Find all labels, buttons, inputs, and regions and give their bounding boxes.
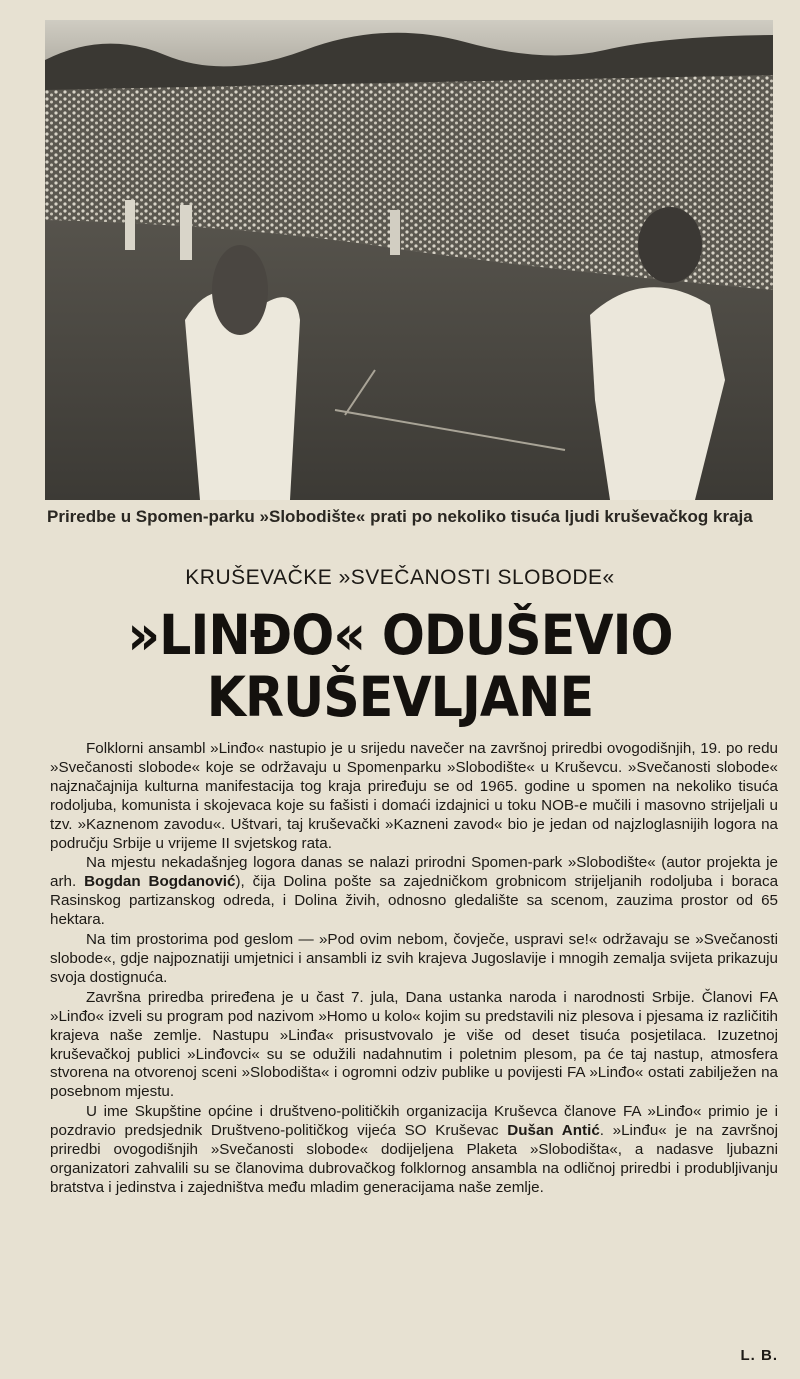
article-kicker: KRUŠEVAČKE »SVEČANOSTI SLOBODE« — [185, 566, 615, 589]
paragraph-3 — [50, 931, 778, 988]
headline-line-1: »LINĐO« ODUŠEVIO — [127, 603, 673, 667]
photo-caption: Priredbe u Spomen-parku »Slobodište« prati po nekoliko tisuća ljudi kruševačkog kraja — [47, 507, 753, 526]
paragraph-4-text: Završna priredba priređena je u čast 7. jula, Dana ustanka naroda i narodnosti Srbije. Članovi FA »Linđo« izveli su program pod nazivom »Homo u kolo« kojim su predstavili niz plesova i pjesama iz različitih krajeva naše zemlje. Nastupu »Linđa« prisustvovalo je više od deset tisuća posjetilaca. Izuzetnoj kruševačkoj publici »Linđovci« su se odužili nadahnutim i poletnim plesom, pa će taj nastup, atmosfera stvorena na otvorenoj sceni »Slobodišta« i ogromni odziv publike u povijesti FA »Linđo« ostati zabilježen na posebnom mjestu. — [50, 988, 778, 1101]
paragraph-5-text-a: U ime Skupštine općine i društveno-političkih organizacija Kruševca članove FA »Linđo« primio je i pozdravio predsjednik Društveno-političkog vijeća SO Kruševac — [50, 1103, 778, 1140]
paragraph-5 — [50, 1103, 778, 1198]
paragraph-2 — [50, 854, 778, 930]
article-body — [50, 740, 778, 1198]
paragraph-1 — [50, 740, 778, 853]
headline-line-2: KRUŠEVLJANE — [206, 665, 594, 729]
paragraph-2-text-b: ), čija Dolina pošte sa zajedničkom grobnicom strijeljanih rodoljuba i boraca Rasinskog partizanskog odreda, i Dolina živih, odnosno gledalište sa scenom, zauzima prostor od 65 hektara. — [50, 873, 779, 929]
architect-name: Bogdan Bogdanović — [84, 873, 236, 891]
author-signature: L. B. — [740, 1347, 778, 1364]
photo-crowd-scene-icon — [45, 20, 773, 500]
paragraph-4 — [50, 989, 778, 1102]
paragraph-1-text: Folklorni ansambl »Linđo« nastupio je u srijedu navečer na završnoj priredbi ovogodišnjih, 19. po redu »Svečanosti slobode« koje se održavaju u Spomenparku »Slobodište« u Kruševcu. »Svečanosti slobode« najznačajnija kulturna manifestacija tog kraja priređuju se od 1965. godine u spomen na nekoliko tisuća rodoljuba, komunista i skojevaca koje su fašisti i domaći izdajnici u toku NOB-e mučili i masovno strijeljali u tzv. »Kaznenom zavodu«. Uštvari, taj kruševački »Kazneni zavod« bio je jedan od najzloglasnijih logora na području Srbije u vrijeme II svjetskog rata. — [50, 740, 778, 852]
article-photo — [45, 20, 773, 500]
official-name: Dušan Antić — [507, 1122, 600, 1140]
paragraph-2-text-a: Na mjestu nekadašnjeg logora danas se nalazi prirodni Spomen-park »Slobodište« (autor projekta je arh. — [50, 854, 778, 891]
paragraph-3-text: Na tim prostorima pod geslom — »Pod ovim nebom, čovječe, uspravi se!« održavaju se »Svečanosti slobode«, gdje najpoznatiji umjetnici i ansambli iz svih krajeva Jugoslavije i mnogih zemalja svijeta prikazuju svoja dostignuća. — [50, 931, 778, 986]
paragraph-5-text-b: . »Linđu« je na završnoj priredbi ovogodišnjih »Svečanosti slobode« dodijeljena Plaketa »Slobodišta«, a nadasve ljubazni organizatori zahvalili su se članovima dubrovačkog folklornog ansambla na odličnoj priredbi i produbljivanju bratstva i jedinstva i zajedništva među mladim generacijama naše zemlje. — [50, 1122, 779, 1196]
article-headline — [32, 604, 768, 728]
